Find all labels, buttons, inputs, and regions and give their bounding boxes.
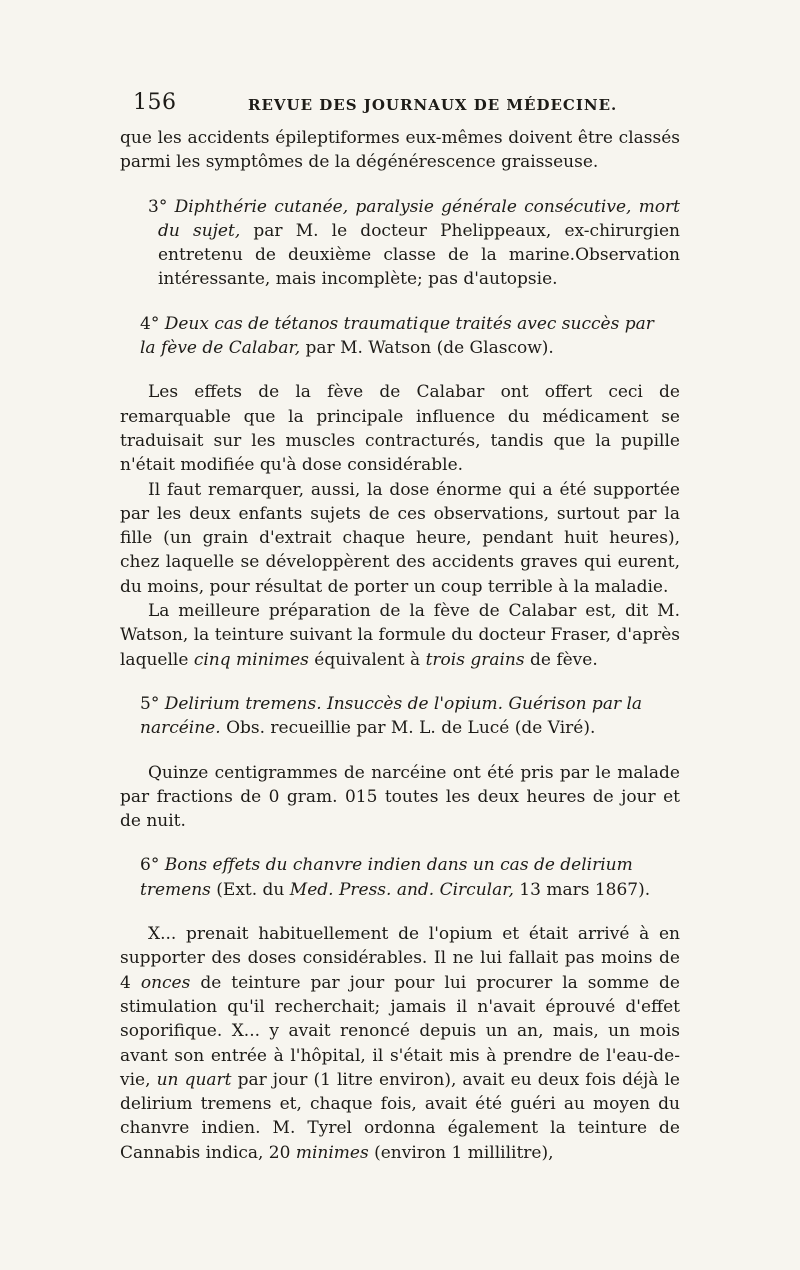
entry-title: Deux cas de tétanos traumatique traités avec succès par la fève de Calabar, <box>140 313 654 359</box>
entry-date: 13 mars 1867). <box>519 879 651 900</box>
entry-details: Obs. recueillie par M. L. de Lucé (de Viré). <box>226 718 596 739</box>
entry-4 <box>120 312 680 361</box>
running-title: REVUE DES JOURNAUX DE MÉDECINE. <box>248 96 618 114</box>
entry-3 <box>120 195 680 292</box>
paragraph <box>120 599 680 672</box>
text-run-italic: cinq minimes <box>193 649 309 670</box>
entry-details: (Ext. du <box>216 879 285 900</box>
paragraph: Quinze centigrammes de narcéine ont été pris par le malade par fractions de 0 gram. 015 toutes les deux heures de jour et de nuit. <box>120 762 680 832</box>
entry-number: 3° <box>148 196 168 217</box>
entry-6 <box>120 853 680 902</box>
text-run: équivalent à <box>314 649 421 670</box>
entry-title: Diphthérie cutanée, paralysie générale consécutive, mort du sujet, <box>158 196 681 241</box>
text-run: par jour (1 litre environ), avait eu deux fois déjà le delirium tremens et, chaque fois, avait été guéri au moyen du chanvre indien. M. Tyrel ordonna également la teinture de Cannabis indica, 20 <box>120 1069 680 1163</box>
entry-title: Bons effets du chanvre indien dans un cas de delirium tremens <box>140 855 633 900</box>
entry-details: par M. le docteur Phelippeaux, ex-chirurgien entretenu de deuxième classe de la marine.Observation intéressante, mais incomplète; pas d'autopsie. <box>158 220 680 290</box>
text-run-italic: trois grains <box>425 649 525 670</box>
entry-number: 5° <box>140 693 160 714</box>
article-body <box>120 126 680 1165</box>
paragraph: Les effets de la fève de Calabar ont offert ceci de remarquable que la principale influence du médicament se traduisait sur les muscles contracturés, tandis que la pupille n'était modifiée qu'à dose considérable. <box>120 382 680 476</box>
text-run: (environ 1 millilitre), <box>374 1142 554 1163</box>
entry-source: Med. Press. and. Circular, <box>289 879 514 900</box>
text-run-italic: un quart <box>156 1069 232 1090</box>
entry-number: 4° <box>140 313 160 334</box>
paragraph: Il faut remarquer, aussi, la dose énorme qui a été supportée par les deux enfants sujets de ces observations, surtout par la fille (un grain d'extrait chaque heure, pendant huit heures), chez laquelle se développèrent des accidents graves qui eurent, du moins, pour résultat de porter un coup terrible à la maladie. <box>120 479 680 597</box>
paragraph <box>120 922 680 1165</box>
text-run-italic: minimes <box>295 1142 369 1163</box>
entry-details: par M. Watson (de Glascow). <box>305 338 554 359</box>
text-run: X... prenait habituellement de l'opium et était arrivé à en supporter des doses considérables. Il ne lui fallait pas moins de 4 <box>120 924 680 993</box>
entry-title: Delirium tremens. Insuccès de l'opium. Guérison par la narcéine. <box>140 693 643 739</box>
text-run: de fève. <box>529 649 598 670</box>
text-run: La meilleure préparation de la fève de Calabar est, dit M. Watson, la teinture suivant la formule du docteur Fraser, d'après laquelle <box>120 601 680 670</box>
page-number: 156 <box>133 90 177 115</box>
entry-number: 6° <box>140 855 160 876</box>
text-run: de teinture par jour pour lui procurer la somme de stimulation qu'il recherchait; jamais il n'avait éprouvé d'effet soporifique. X... y avait renoncé depuis un an, mais, un mois avant son entrée à l'hôpital, il s'était mis à prendre de l'eau-de-vie, <box>120 972 680 1090</box>
paragraph-continuation: que les accidents épileptiformes eux-mêmes doivent être classés parmi les symptômes de la dégénérescence graisseuse. <box>120 128 680 173</box>
entry-5 <box>120 692 680 741</box>
text-run-italic: onces <box>140 972 191 993</box>
